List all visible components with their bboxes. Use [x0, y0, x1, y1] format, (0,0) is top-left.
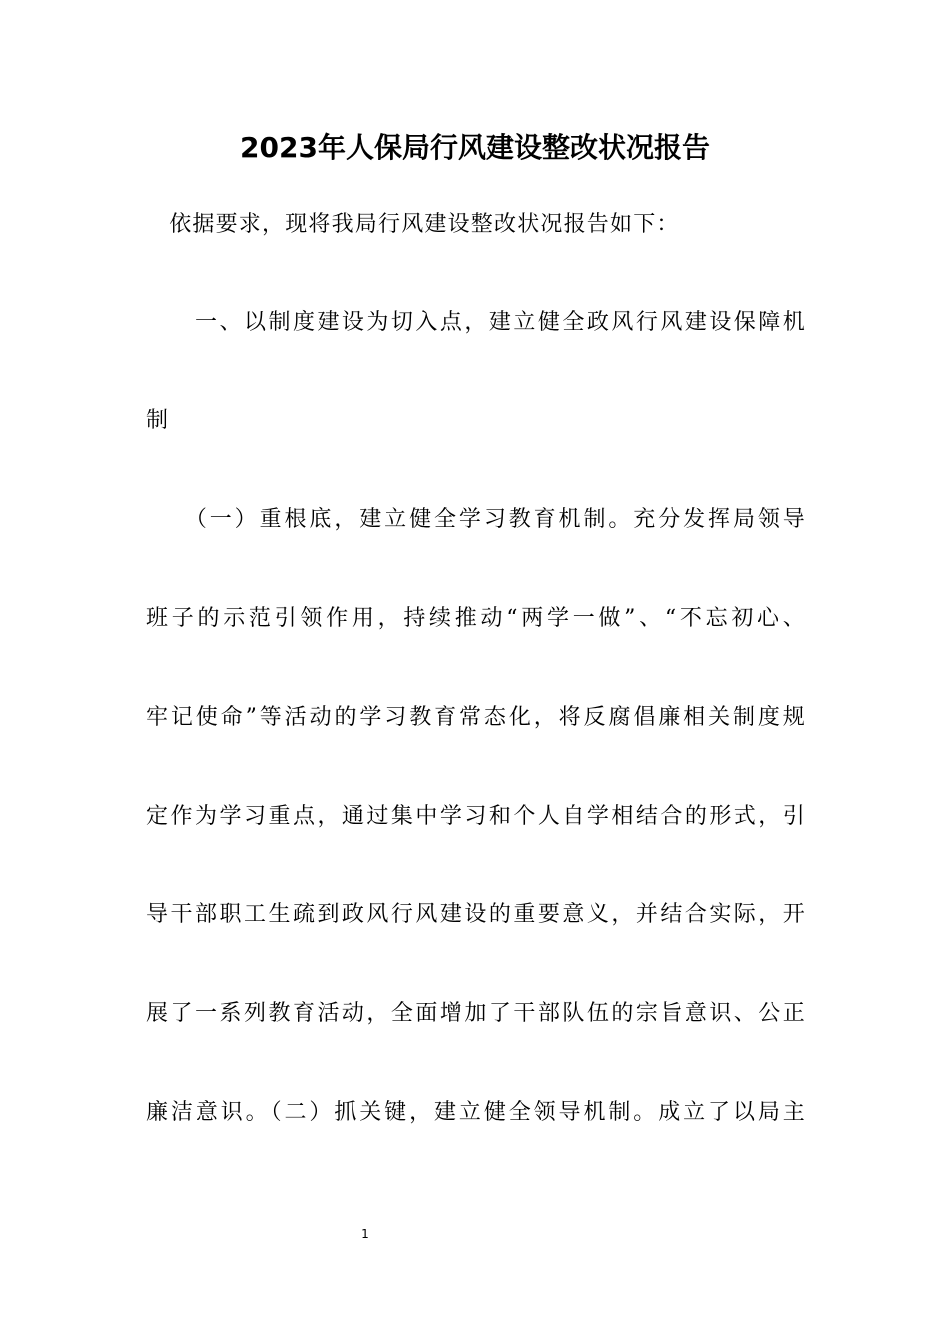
page-title: 2023年人保局行风建设整改状况报告	[240, 131, 710, 164]
intro-line: 依据要求，现将我局行风建设整改状况报告如下：	[146, 212, 680, 237]
body-line-7: 廉洁意识。（二）抓关键，建立健全领导机制。成立了以局主	[146, 1100, 806, 1125]
body-line-5: 导干部职工生疏到政风行风建设的重要意义，并结合实际，开	[146, 902, 806, 927]
body-line-2: 班子的示范引领作用，持续推动“两学一做”、“不忘初心、	[146, 606, 806, 631]
body-line-1: （一）重根底，建立健全学习教育机制。充分发挥局领导	[146, 507, 806, 532]
body-line-4: 定作为学习重点，通过集中学习和个人自学相结合的形式，引	[146, 804, 806, 829]
page-number: 1	[361, 1227, 369, 1241]
section-one-heading-line-2: 制	[146, 408, 170, 433]
section-one-heading-line-1: 一、以制度建设为切入点，建立健全政风行风建设保障机	[146, 310, 806, 335]
body-line-6: 展了一系列教育活动，全面增加了干部队伍的宗旨意识、公正	[146, 1001, 806, 1026]
body-line-3: 牢记使命”等活动的学习教育常态化，将反腐倡廉相关制度规	[146, 705, 806, 730]
